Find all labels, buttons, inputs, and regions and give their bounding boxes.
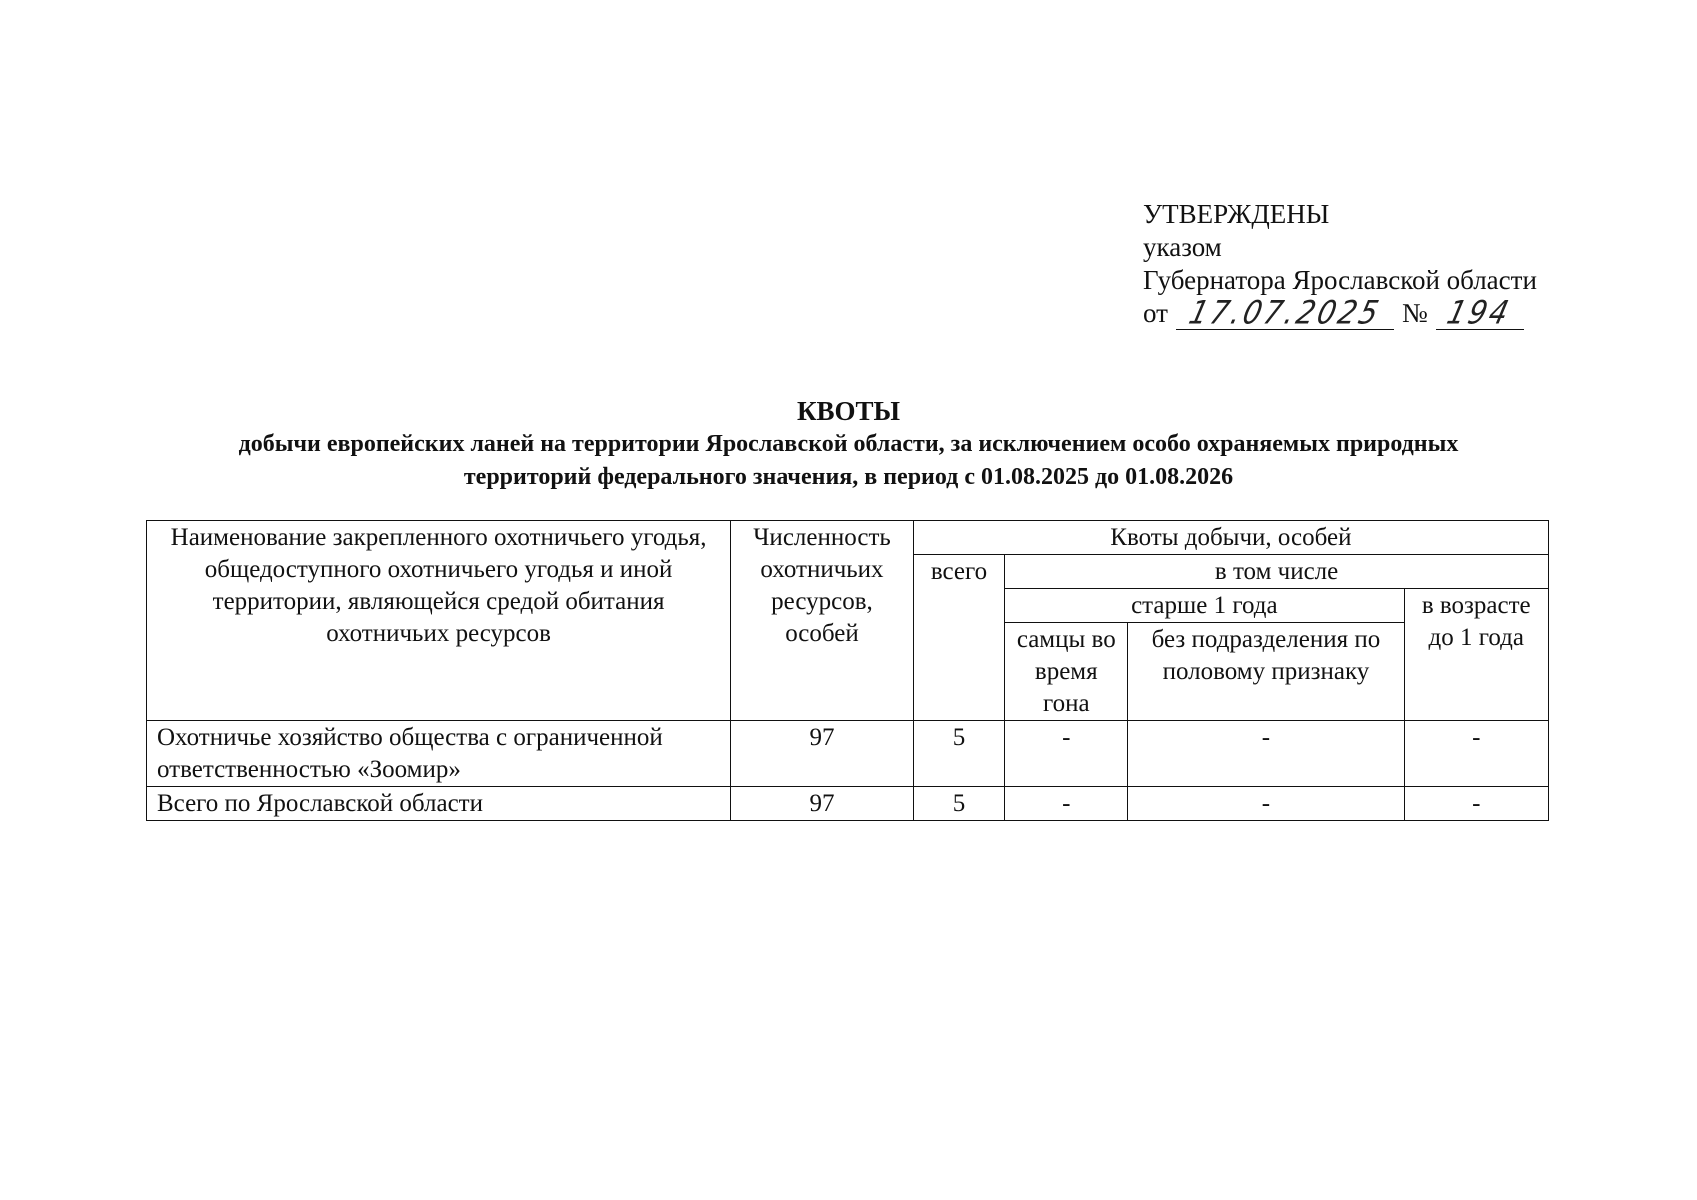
- row-total: 5: [913, 721, 1004, 787]
- row-under-one: -: [1404, 721, 1549, 787]
- row-population: 97: [731, 787, 914, 821]
- approval-block: [1143, 198, 1537, 330]
- table-row: [147, 721, 1549, 787]
- handwritten-date: [1176, 293, 1394, 332]
- approval-decree-label: указом: [1143, 232, 1222, 262]
- approval-title: УТВЕРЖДЕНЫ: [1143, 199, 1330, 229]
- subtitle-line-1: добычи европейских ланей на территории Ярославской области, за исключением особо охраняемых природных: [238, 431, 1459, 457]
- date-prefix: от: [1143, 298, 1168, 328]
- handwritten-number-text: 194: [1443, 293, 1516, 332]
- row-males-rut: -: [1005, 721, 1128, 787]
- row-no-sex-division: -: [1128, 721, 1404, 787]
- subtitle-line-2: территорий федерального значения, в период с 01.08.2025 до 01.08.2026: [463, 464, 1234, 490]
- header-row-1: [147, 521, 1549, 555]
- row-under-one: -: [1404, 787, 1549, 821]
- row-no-sex-division: -: [1128, 787, 1404, 821]
- approval-date-row: [1143, 293, 1537, 332]
- header-including: в том числе: [1005, 555, 1549, 589]
- header-name: Наименование закрепленного охотничьего угодья, общедоступного охотничьего угодья и иной территории, являющейся средой обитания охотничьих ресурсов: [147, 521, 731, 721]
- header-quota-group: Квоты добычи, особей: [913, 521, 1548, 555]
- row-population: 97: [731, 721, 914, 787]
- row-name: Охотничье хозяйство общества с ограниченной ответственностью «Зоомир»: [147, 721, 731, 787]
- approval-governor-label: Губернатора Ярославской области: [1143, 265, 1537, 295]
- header-no-sex-division: без подразделения по половому признаку: [1128, 623, 1404, 721]
- number-prefix: №: [1401, 298, 1428, 328]
- row-name: Всего по Ярославской области: [147, 787, 731, 821]
- document-subtitle: [0, 428, 1697, 494]
- quota-table: [146, 520, 1549, 821]
- row-total: 5: [913, 787, 1004, 821]
- handwritten-date-text: 17.07.2025: [1185, 293, 1385, 332]
- document-title: КВОТЫ: [796, 396, 901, 426]
- handwritten-number: [1436, 293, 1524, 332]
- header-total: всего: [913, 555, 1004, 721]
- header-population: Численность охотничьих ресурсов, особей: [731, 521, 914, 721]
- header-under-one: в возрасте до 1 года: [1404, 589, 1549, 721]
- header-older: старше 1 года: [1005, 589, 1404, 623]
- table-row-total: [147, 787, 1549, 821]
- header-males-rut: самцы во время гона: [1005, 623, 1128, 721]
- row-males-rut: -: [1005, 787, 1128, 821]
